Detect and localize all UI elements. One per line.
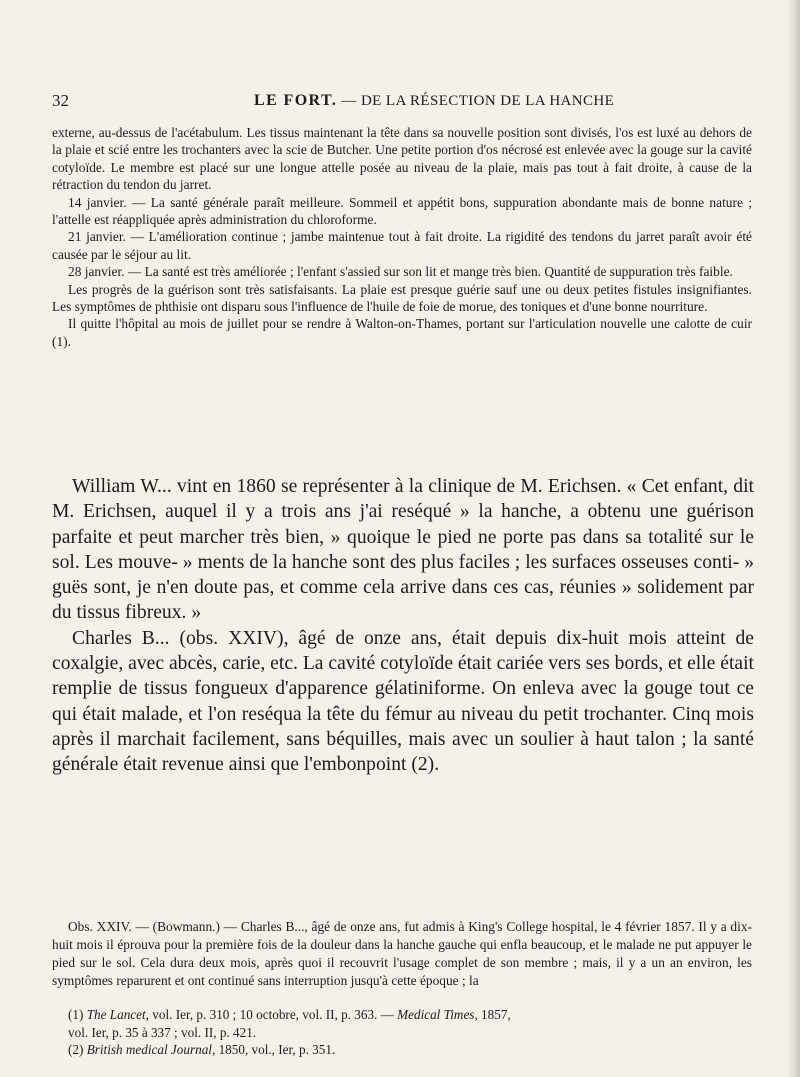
journal-title: The Lancet: [86, 1007, 146, 1022]
footnote-1: (1) The Lancet, vol. Ier, p. 310 ; 10 octobre, vol. II, p. 363. — Medical Times, 1857,: [68, 1007, 511, 1022]
page-edge-shadow: [786, 0, 800, 1077]
page-header: [52, 88, 752, 114]
paragraph-jan-28: 28 janvier. — La santé est très améliorée ; l'enfant s'assied sur son lit et mange très bien. Quantité de suppuration très faible.: [68, 264, 733, 280]
paragraph-jan-14: 14 janvier. — La santé générale paraît meilleure. Sommeil et appétit bons, suppuration abondante mais de bonne nature ; l'attelle est réappliquée après administration du chloroforme.: [52, 194, 752, 228]
running-title-author: LE FORT.: [254, 92, 338, 109]
footnote-2: (2) British medical Journal, 1850, vol., Ier, p. 351.: [68, 1042, 336, 1058]
paragraph-william: William W... vint en 1860 se représenter à la clinique de M. Erichsen. « Cet enfant, dit M. Erichsen, auquel il y a trois ans j'ai reséqué » la hanche, a obtenu une guérison parfaite et peut marcher très bien, » quoique le pied ne porte pas dans sa totalité sur le sol. Les mouve- » ments de la hanche sont des plus faciles ; les surfaces osseuses conti- » guës sont, je n'en doute pas, et comme cela arrive dans ces cas, réunies » solidement par du tissus fibreux. »: [52, 476, 754, 624]
footnote-1-continued: vol. Ier, p. 35 à 337 ; vol. II, p. 421.: [68, 1024, 257, 1040]
paragraph-charles: Charles B... (obs. XXIV), âgé de onze ans, était depuis dix-huit mois atteint de coxalgie, avec abcès, carie, etc. La cavité cotyloïde était cariée vers ses bords, et elle était remplie de tissus fongueux d'apparence gélatiniforme. On enleva avec la gouge tout ce qui était malade, et l'on reséqua la tête du fémur au niveau du petit trochanter. Cinq mois après il marchait facilement, sans béquilles, mais avec un soulier à haut talon ; la santé générale était revenue ainsi que l'embonpoint (2).: [52, 627, 754, 776]
footnotes: [52, 1006, 752, 1059]
page-number: 32: [52, 91, 69, 110]
observation-text: Obs. XXIV. — (Bowmann.) — Charles B..., âgé de onze ans, fut admis à King's College hospital, le 4 février 1857. Il y a dix-huit mois il éprouva pour la première fois de la douleur dans la hanche gauche qui enfla beaucoup, et le malade ne put appuyer le pied sur le sol. Cela dura deux mois, après quoi il recouvrit l'usage complet de son membre ; mais, il y a un an environ, les symptômes reparurent et ont continué sans interruption jusqu'à cette époque ; la: [52, 919, 752, 988]
main-text: [52, 474, 754, 778]
paragraph-discharge: Il quitte l'hôpital au mois de juillet pour se rendre à Walton-on-Thames, portant sur l'articulation nouvelle une calotte de cuir (1).: [52, 316, 752, 349]
running-title: [254, 88, 614, 114]
journal-title: British medical Journal: [86, 1042, 212, 1058]
running-title-subject: — DE LA RÉSECTION DE LA HANCHE: [337, 93, 615, 109]
case-xxiii-continuation: [52, 124, 752, 350]
paragraph-jan-21: 21 janvier. — L'amélioration continue ; jambe maintenue tout à fait droite. La rigidité des tendons du jarret paraît avoir été causée par le séjour au lit.: [52, 229, 752, 262]
paragraph-progress: Les progrès de la guérison sont très satisfaisants. La plaie est presque guérie sauf une ou deux petites fistules insignifiantes. Les symptômes de phthisie ont disparu sous l'influence de l'huile de foie de morue, des toniques et d'une bonne nourriture.: [52, 281, 752, 315]
journal-title: Medical Times: [397, 1007, 475, 1022]
observation-xxiv: [52, 918, 752, 990]
paragraph: externe, au-dessus de l'acétabulum. Les tissus maintenant la tête dans sa nouvelle position sont divisés, l'os est luxé au dehors de la plaie et scié entre les trochanters avec la scie de Butcher. Une petite portion d'os nécrosé est enlevée avec la gouge sur la cavité cotyloïde. Le membre est placé sur une longue attelle posée au niveau de la plaie, mais pas tout à fait droite, à cause de la rétraction du tendon du jarret.: [52, 125, 752, 193]
